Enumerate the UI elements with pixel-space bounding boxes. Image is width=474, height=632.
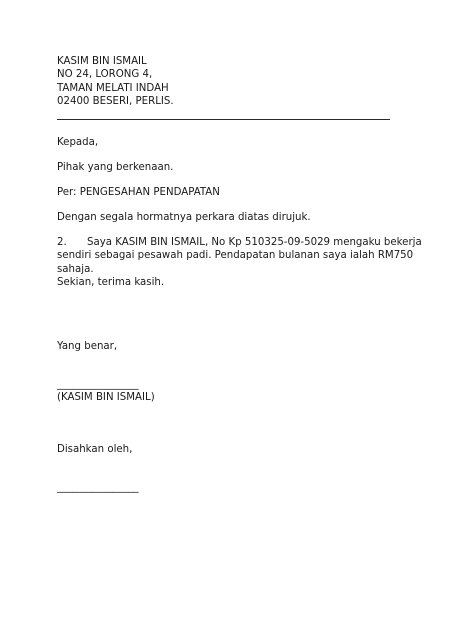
sender-address-line-1: NO 24, LORONG 4,	[57, 69, 153, 80]
header-divider	[57, 119, 390, 120]
opening-sentence: Dengan segala hormatnya perkara diatas dirujuk.	[57, 212, 311, 223]
paragraph-text: Saya KASIM BIN ISMAIL, No Kp 510325-09-5029 mengaku bekerja sendiri sebagai pesawah padi. Pendapatan bulanan saya ialah RM750 sahaja.	[57, 237, 422, 275]
signature-line: ________________	[57, 379, 139, 390]
salutation-to: Kepada,	[57, 137, 99, 148]
verifier-signature-line: ________________	[57, 482, 139, 493]
paragraph-number: 2.	[57, 237, 67, 248]
sender-name: KASIM BIN ISMAIL	[57, 56, 147, 67]
body-paragraph	[57, 236, 427, 276]
subject-line: Per: PENGESAHAN PENDAPATAN	[57, 187, 220, 198]
sender-address-line-3: 02400 BESERI, PERLIS.	[57, 96, 174, 107]
closing: Sekian, terima kasih.	[57, 277, 165, 288]
signatory-name: (KASIM BIN ISMAIL)	[57, 392, 155, 403]
sender-address-line-2: TAMAN MELATI INDAH	[57, 83, 169, 94]
verified-by: Disahkan oleh,	[57, 444, 133, 455]
recipient: Pihak yang berkenaan.	[57, 162, 174, 173]
sign-off: Yang benar,	[57, 341, 118, 352]
